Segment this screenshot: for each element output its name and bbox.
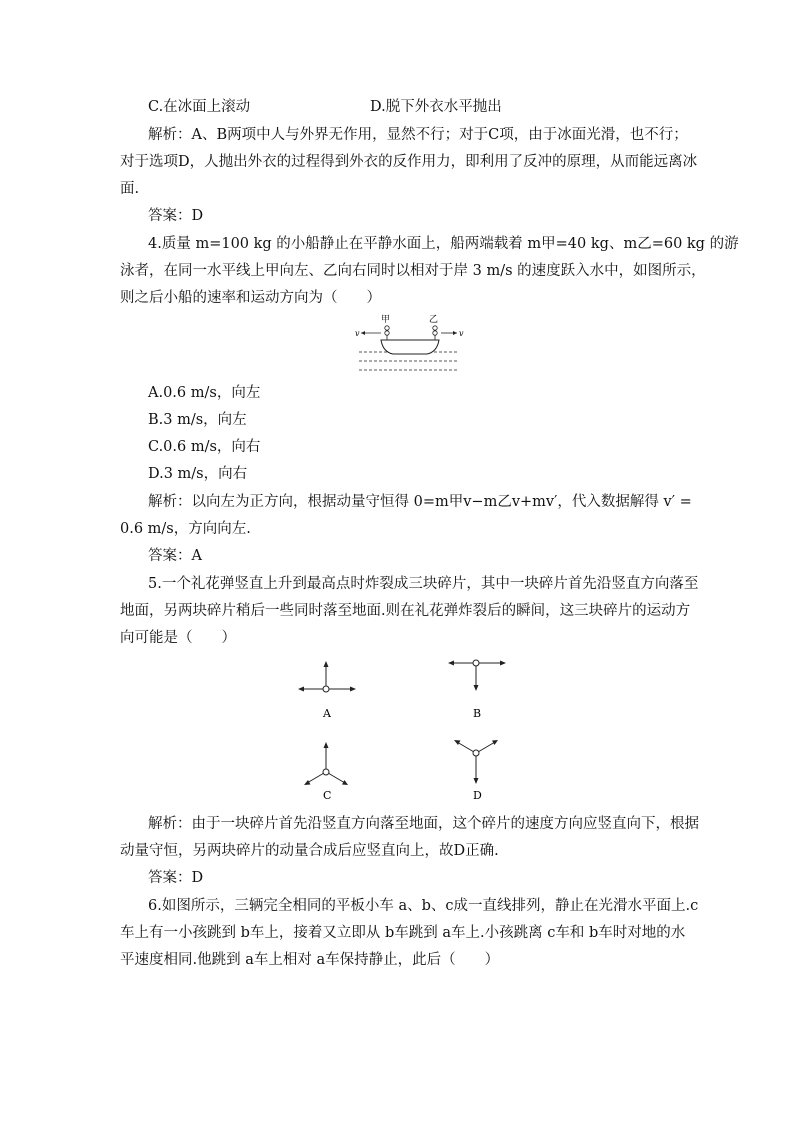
figure-b <box>440 655 520 725</box>
q3-analysis-line1: 解析：A、B两项中人与外界无作用，显然不行；对于C项，由于冰面光滑，也不行； <box>148 127 688 143</box>
q5-stem-line1: 5.一个礼花弹竖直上升到最高点时炸裂成三块碎片，其中一块碎片首先沿竖直方向落至 <box>148 576 699 592</box>
figure-c-label: C <box>323 789 332 802</box>
q4-analysis-line1: 解析：以向左为正方向，根据动量守恒得 0=m甲v−m乙v+mv′，代入数据解得 v′ = <box>148 494 692 510</box>
figure-d <box>440 735 520 805</box>
q6-stem-line3: 平速度相同.他跳到 a车上相对 a车保持静止，此后（ ） <box>120 952 500 968</box>
q5-analysis-line2: 动量守恒，另两块碎片的动量合成后应竖直向上，故D正确. <box>120 843 499 859</box>
q3-answer: 答案：D <box>148 208 204 224</box>
label-v-left: v <box>355 329 360 338</box>
q4-option-a: A.0.6 m/s，向左 <box>148 385 261 401</box>
figure-b-label: B <box>473 707 482 720</box>
swimmer-jia-body <box>385 331 389 335</box>
q4-option-c: C.0.6 m/s，向右 <box>148 439 261 455</box>
figure-a-label: A <box>323 707 331 720</box>
q3-option-d: D.脱下外衣水平抛出 <box>370 99 502 115</box>
figure-c <box>290 735 370 805</box>
q4-option-d: D.3 m/s，向右 <box>148 466 248 482</box>
q4-analysis-line2: 0.6 m/s，方向向左. <box>120 521 251 537</box>
label-yi: 乙 <box>429 315 439 325</box>
q3-analysis-line3: 面. <box>120 181 140 197</box>
figure-a <box>290 655 370 725</box>
label-v-right: v <box>459 329 464 338</box>
q4-stem-line2: 泳者，在同一水平线上甲向左、乙向右同时以相对于岸 3 m/s 的速度跃入水中，如图所示， <box>120 263 706 279</box>
swimmer-yi-head <box>433 326 437 330</box>
q6-stem-line2: 车上有一小孩跳到 b车上，接着又立即从 b车跳到 a车上.小孩跳离 c车和 b车时对地的水 <box>120 925 686 941</box>
q3-option-c: C.在冰面上滚动 <box>148 99 251 115</box>
q5-answer: 答案：D <box>148 870 204 886</box>
boat <box>381 340 439 354</box>
q4-option-b: B.3 m/s，向左 <box>148 412 247 428</box>
q4-answer: 答案：A <box>148 548 202 564</box>
boat-figure <box>355 312 465 378</box>
swimmer-jia-head <box>385 326 389 330</box>
q3-analysis-line2: 对于选项D，人抛出外衣的过程得到外衣的反作用力，即利用了反冲的原理，从而能远离冰 <box>120 154 698 170</box>
figure-d-label: D <box>473 789 482 802</box>
swimmer-yi-body <box>433 331 437 335</box>
label-jia: 甲 <box>381 315 391 325</box>
q5-stem-line2: 地面，另两块碎片稍后一些同时落至地面.则在礼花弹炸裂后的瞬间，这三块碎片的运动方 <box>120 603 691 619</box>
q4-stem-line3: 则之后小船的速率和运动方向为（ ） <box>120 290 381 306</box>
q5-analysis-line1: 解析：由于一块碎片首先沿竖直方向落至地面，这个碎片的速度方向应竖直向下，根据 <box>148 816 699 832</box>
q6-stem-line1: 6.如图所示，三辆完全相同的平板小车 a、b、c成一直线排列，静止在光滑水平面上.c <box>148 898 699 914</box>
q4-stem-line1: 4.质量 m=100 kg 的小船静止在平静水面上，船两端载着 m甲=40 kg、m乙=60 kg 的游 <box>148 236 739 252</box>
q5-stem-line3: 向可能是（ ） <box>120 630 236 646</box>
q3-option-row <box>148 97 680 117</box>
